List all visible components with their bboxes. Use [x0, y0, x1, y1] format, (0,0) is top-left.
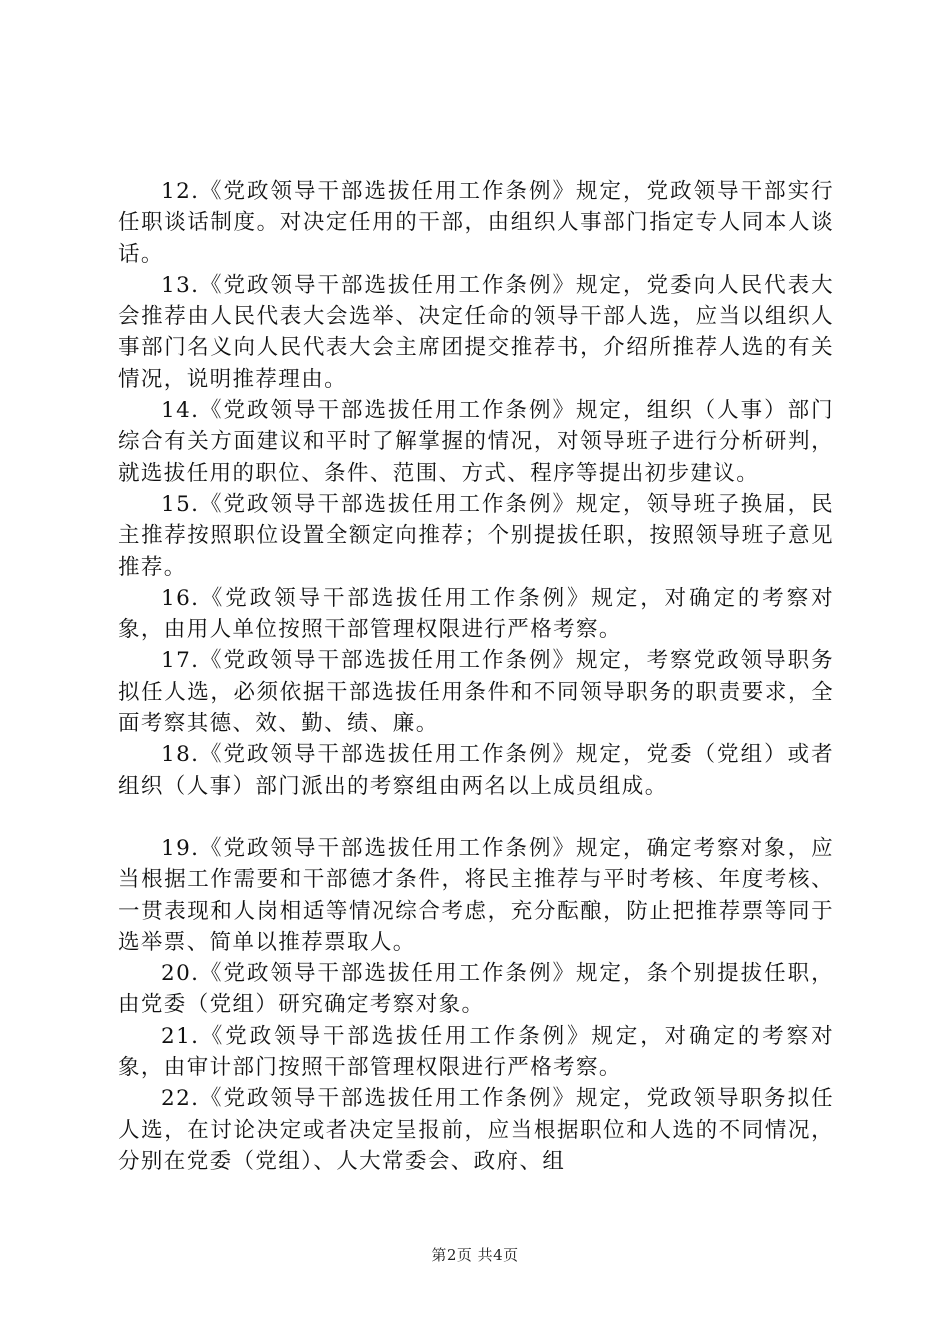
- paragraph-16: 16.《党政领导干部选拔任用工作条例》规定，对确定的考察对象，由用人单位按照干部管理权限进行严格考察。: [118, 585, 834, 643]
- paragraph-18: 18.《党政领导干部选拔任用工作条例》规定，党委（党组）或者组织（人事）部门派出的考察组由两名以上成员组成。: [118, 742, 834, 799]
- paragraph-13: 13.《党政领导干部选拔任用工作条例》规定，党委向人民代表大会推荐由人民代表大会选举、决定任命的领导干部人选，应当以组织人事部门名义向人民代表大会主席团提交推荐书，介绍所推荐人选的有关情况，说明推荐理由。: [118, 272, 834, 392]
- paragraph-12: 12.《党政领导干部选拔任用工作条例》规定，党政领导干部实行任职谈话制度。对决定任用的干部，由组织人事部门指定专人同本人谈话。: [118, 179, 834, 267]
- paragraph-19: 19.《党政领导干部选拔任用工作条例》规定，确定考察对象，应当根据工作需要和干部德才条件，将民主推荐与平时考核、年度考核、一贯表现和人岗相适等情况综合考虑，充分酝酿，防止把推荐票等同于选举票、简单以推荐票取人。: [118, 835, 834, 955]
- paragraph-21: 21.《党政领导干部选拔任用工作条例》规定，对确定的考察对象，由审计部门按照干部管理权限进行严格考察。: [118, 1023, 834, 1081]
- document-body: [118, 176, 834, 1177]
- paragraph-15: 15.《党政领导干部选拔任用工作条例》规定，领导班子换届，民主推荐按照职位设置全额定向推荐；个别提拔任职，按照领导班子意见推荐。: [118, 491, 834, 580]
- paragraph-22: 22.《党政领导干部选拔任用工作条例》规定，党政领导职务拟任人选，在讨论决定或者决定呈报前，应当根据职位和人选的不同情况，分别在党委（党组）、人大常委会、政府、组: [118, 1086, 834, 1174]
- paragraph-14: 14.《党政领导干部选拔任用工作条例》规定，组织（人事）部门综合有关方面建议和平时了解掌握的情况，对领导班子进行分析研判，就选拔任用的职位、条件、范围、方式、程序等提出初步建议。: [118, 398, 834, 486]
- paragraph-20: 20.《党政领导干部选拔任用工作条例》规定，条个别提拔任职，由党委（党组）研究确定考察对象。: [118, 961, 834, 1018]
- page-number-footer: 第2页 共4页: [431, 1246, 519, 1264]
- paragraph-17: 17.《党政领导干部选拔任用工作条例》规定，考察党政领导职务拟任人选，必须依据干部选拔任用条件和不同领导职务的职责要求，全面考察其德、效、勤、绩、廉。: [118, 648, 834, 737]
